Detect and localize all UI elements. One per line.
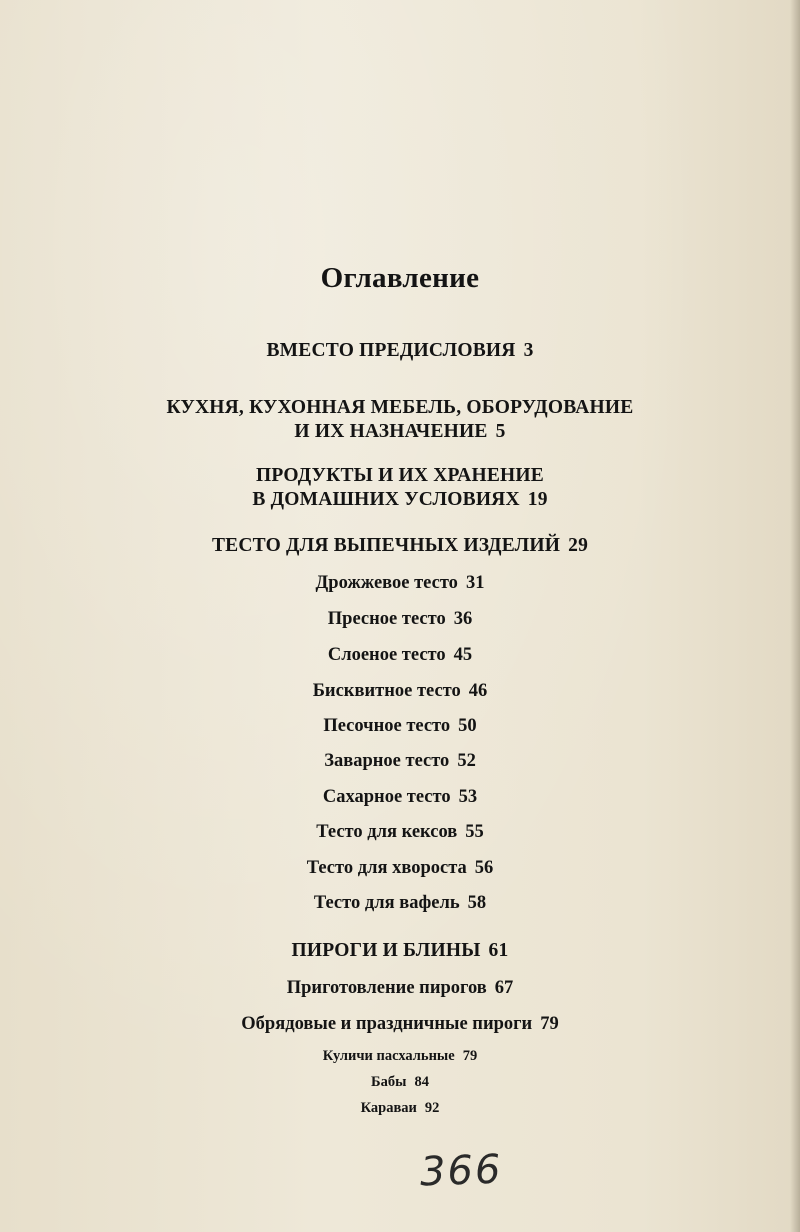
toc-entry-text: Караваи (360, 1100, 417, 1116)
toc-entry-page: 5 (495, 421, 506, 442)
toc-entry-pies (0, 940, 800, 962)
toc-entry-text: Тесто для кексов (316, 822, 458, 842)
toc-entry-kitchen-cont (0, 421, 800, 443)
toc-entry-page: 3 (523, 340, 534, 361)
toc-entry-page: 67 (494, 978, 514, 998)
toc-subentry (0, 751, 800, 772)
toc-entry-text: Пресное тесто (327, 609, 446, 629)
toc-entry-text: ПРОДУКТЫ И ИХ ХРАНЕНИЕ (256, 465, 544, 486)
toc-title: Оглавление (320, 262, 480, 294)
toc-subentry (0, 716, 800, 737)
toc-entry-page: 31 (465, 573, 485, 593)
toc-entry-page: 56 (474, 858, 494, 878)
toc-subentry (0, 573, 800, 594)
toc-entry-text: Заварное тесто (324, 751, 450, 771)
toc-subentry (0, 609, 800, 630)
toc-subentry (0, 978, 800, 999)
toc-entry-text: Дрожжевое тесто (315, 573, 458, 593)
toc-subentry (0, 1014, 800, 1035)
handwritten-page-number: 366 (419, 1146, 504, 1196)
toc-entry-text: ВМЕСТО ПРЕДИСЛОВИЯ (266, 340, 516, 361)
toc-subsubentry (0, 1100, 800, 1117)
toc-entry-page: 61 (488, 940, 509, 961)
toc-entry-text: ПИРОГИ И БЛИНЫ (291, 940, 481, 961)
toc-entry-page: 58 (467, 893, 487, 913)
toc-entry-text: Тесто для хвороста (306, 858, 467, 878)
toc-entry-products (0, 465, 800, 487)
toc-entry-preface (0, 340, 800, 362)
toc-entry-text: Куличи пасхальные (322, 1048, 455, 1064)
toc-entry-page: 84 (414, 1074, 429, 1090)
toc-entry-page: 50 (458, 716, 477, 736)
toc-entry-page: 29 (568, 535, 589, 556)
toc-entry-text: И ИХ НАЗНАЧЕНИЕ (294, 421, 488, 442)
toc-entry-text: Приготовление пирогов (286, 978, 487, 998)
toc-subsubentry (0, 1048, 800, 1065)
toc-subentry (0, 645, 800, 666)
toc-entry-dough (0, 535, 800, 557)
toc-entry-text: Бисквитное тесто (312, 681, 461, 701)
toc-entry-page: 45 (453, 645, 473, 665)
toc-entry-page: 92 (424, 1100, 440, 1116)
toc-entry-page: 19 (527, 489, 548, 510)
toc-subentry (0, 858, 800, 879)
toc-entry-kitchen (0, 397, 800, 419)
toc-entry-page: 55 (465, 822, 484, 842)
toc-entry-text: КУХНЯ, КУХОННАЯ МЕБЕЛЬ, ОБОРУДОВАНИЕ (166, 397, 634, 418)
toc-entry-text: Обрядовые и праздничные пироги (241, 1014, 533, 1034)
toc-entry-page: 79 (540, 1014, 559, 1034)
toc-subentry (0, 893, 800, 914)
toc-entry-page: 53 (458, 787, 478, 807)
toc-entry-page: 46 (468, 681, 488, 701)
toc-entry-text: Слоеное тесто (327, 645, 446, 665)
toc-subentry (0, 822, 800, 843)
toc-subentry (0, 787, 800, 808)
toc-entry-products-cont (0, 489, 800, 511)
toc-entry-page: 52 (457, 751, 476, 771)
toc-subsubentry (0, 1074, 800, 1091)
toc-entry-page: 36 (453, 609, 473, 629)
toc-subentry (0, 681, 800, 702)
toc-entry-text: Бабы (371, 1074, 407, 1090)
toc-entry-text: ТЕСТО ДЛЯ ВЫПЕЧНЫХ ИЗДЕЛИЙ (211, 535, 561, 556)
toc-entry-text: Сахарное тесто (322, 787, 451, 807)
toc-entry-text: В ДОМАШНИХ УСЛОВИЯХ (252, 489, 520, 510)
toc-entry-text: Тесто для вафель (313, 893, 460, 913)
toc-entry-page: 79 (462, 1048, 478, 1064)
toc-entry-text: Песочное тесто (323, 716, 451, 736)
